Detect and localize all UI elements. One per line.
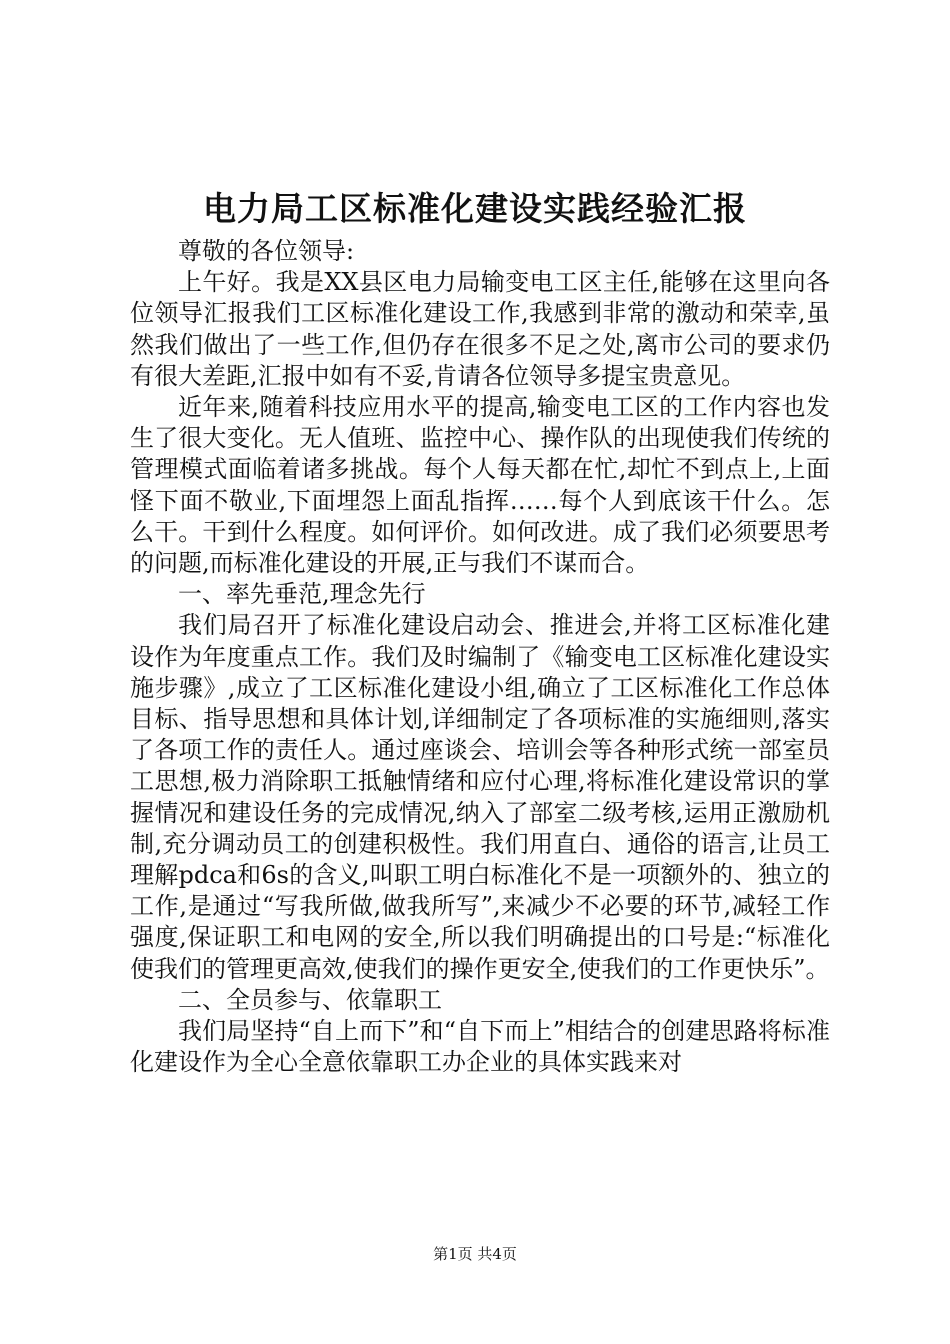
section-heading-2: 二、全员参与、依靠职工 bbox=[178, 985, 442, 1014]
document-body bbox=[130, 236, 830, 1078]
page-number-footer: 第1页 共4页 bbox=[433, 1245, 517, 1263]
paragraph-intro: 上午好。我是XX县区电力局输变电工区主任,能够在这里向各位领导汇报我们工区标准化建设工作,我感到非常的激动和荣幸,虽然我们做出了一些工作,但仍存在很多不足之处,离市公司的要求仍有很大差距,汇报中如有不妥,肯请各位领导多提宝贵意见。 bbox=[130, 268, 830, 390]
salutation: 尊敬的各位领导: bbox=[178, 237, 355, 265]
section-paragraph-2: 我们局坚持“自上而下”和“自下而上”相结合的创建思路将标准化建设作为全心全意依靠职工办企业的具体实践来对 bbox=[130, 1017, 830, 1077]
section-paragraph-1: 我们局召开了标准化建设启动会、推进会,并将工区标准化建设作为年度重点工作。我们及时编制了《输变电工区标准化建设实施步骤》,成立了工区标准化建设小组,确立了工区标准化工作总体目标、指导思想和具体计划,详细制定了各项标准的实施细则,落实了各项工作的责任人。通过座谈会、培训会等各种形式统一部室员工思想,极力消除职工抵触情绪和应付心理,将标准化建设常识的掌握情况和建设任务的完成情况,纳入了部室二级考核,运用正激励机制,充分调动员工的创建积极性。我们用直白、通俗的语言,让员工理解pdca和6s的含义,叫职工明白标准化不是一项额外的、独立的工作,是通过“写我所做,做我所写”,来减少不必要的环节,减轻工作强度,保证职工和电网的安全,所以我们明确提出的口号是:“标准化使我们的管理更高效,使我们的操作更安全,使我们的工作更快乐”。 bbox=[130, 611, 830, 983]
document-title: 电力局工区标准化建设实践经验汇报 bbox=[203, 189, 747, 228]
section-heading-1: 一、率先垂范,理念先行 bbox=[178, 580, 426, 609]
paragraph-background: 近年来,随着科技应用水平的提高,输变电工区的工作内容也发生了很大变化。无人值班、监控中心、操作队的出现使我们传统的管理模式面临着诸多挑战。每个人每天都在忙,却忙不到点上,上面怪下面不敬业,下面埋怨上面乱指挥……每个人到底该干什么。怎么干。干到什么程度。如何评价。如何改进。成了我们必须要思考的问题,而标准化建设的开展,正与我们不谋而合。 bbox=[130, 393, 830, 578]
